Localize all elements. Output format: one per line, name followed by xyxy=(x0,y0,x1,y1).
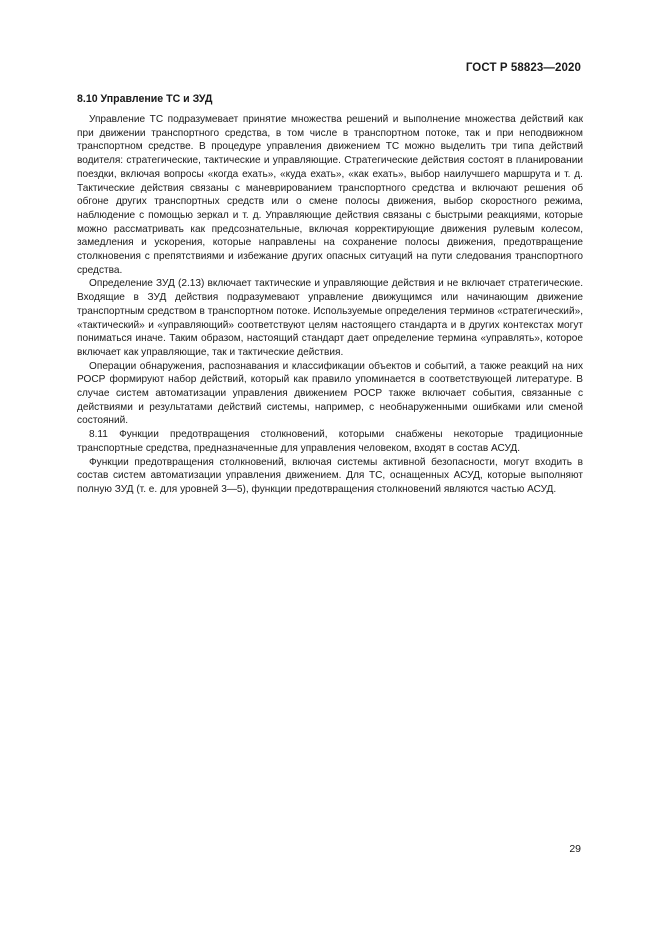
paragraph-oedr-operations: Операции обнаружения, распознавания и классификации объектов и событий, а также реакций на них РОСР формируют набор действий, который как правило упоминается в соответствующей литературе. В случае систем автоматизации управления движением РОСР также включает события, связанные с действиями и результатами действий системы, например, с необнаруженными ошибками или сменой состояний. xyxy=(77,360,583,427)
paragraph-collision-avoidance-functions: Функции предотвращения столкновений, включая системы активной безопасности, могут входить в состав систем автоматизации управления движением. Для ТС, оснащенных АСУД, которые выполняют полную ЗУД (т. е. для уровней 3—5), функции предотвращения столкновений являются частью АСУД. xyxy=(77,456,583,495)
paragraph-driving-actions: Управление ТС подразумевает принятие множества решений и выполнение множества действий как при движении транспортного средства, в том числе в транспортном потоке, так и при неподвижном транспортном средстве. В процедуре управления движением ТС можно выделить три типа действий водителя: стратегические, тактические и управляющие. Стратегические действия состоят в планировании поездки, включая вопросы «когда ехать», «куда ехать», «как ехать», выбор наилучшего маршрута и т. д. Тактические действия связаны с маневрированием транспортного средства и включают решения об обгоне других транспортных средств или о смене полосы движения, выбор скоростного режима, наблюдение с помощью зеркал и т. д. Управляющие действия связаны с быстрыми реакциями, которые можно рассматривать как предсознательные, включая корректирующие движения рулевым колесом, замедления и ускорения, которые направлены на сохранение полосы движения, предотвращение столкновения с препятствиями и избежание других опасных ситуаций на пути следования транспортного средства. xyxy=(77,114,583,276)
section-title: 8.10 Управление ТС и ЗУД xyxy=(77,93,213,105)
document-body xyxy=(77,92,583,497)
paragraph-zud-definition: Определение ЗУД (2.13) включает тактические и управляющие действия и не включает стратегические. Входящие в ЗУД действия подразумевают управление движущимся или начинающим движение транспортным средством в транспортном потоке. Используемые определения терминов «стратегический», «тактический» и «управляющий» соответствуют целям настоящего стандарта и в других контекстах могут пониматься иначе. Таким образом, настоящий стандарт дает определение термина «управлять», которое включает как управляющие, так и тактические действия. xyxy=(77,278,583,358)
document-standard-code: ГОСТ Р 58823—2020 xyxy=(465,62,581,74)
paragraph-collision-avoidance-8-11: 8.11 Функции предотвращения столкновений, которыми снабжены некоторые традиционные транспортные средства, предназначенные для управления человеком, входят в состав АСУД. xyxy=(77,429,583,454)
page-number: 29 xyxy=(569,843,581,855)
